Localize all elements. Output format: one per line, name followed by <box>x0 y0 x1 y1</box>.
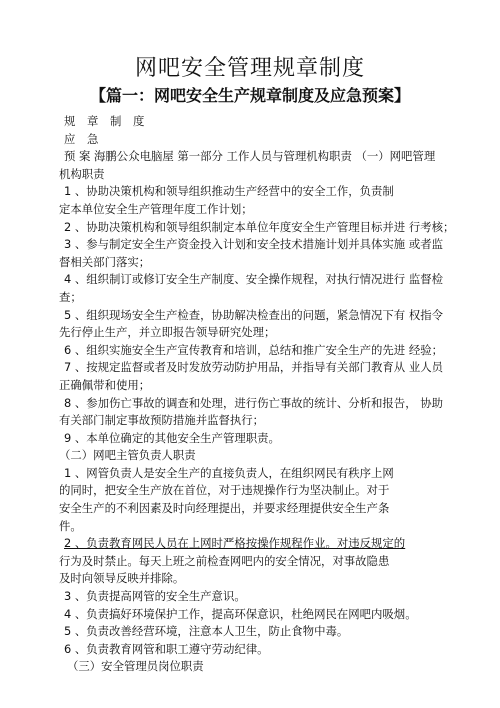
text-line: 3 、负责提高网管的安全生产意识。 <box>64 589 246 604</box>
text-line: 行为及时禁止。每天上班之前检查网吧内的安全情况，对事故隐患 <box>59 553 390 568</box>
text-line: 6 、负责教育网管和职工遵守劳动纪律。 <box>64 641 269 656</box>
text-line: 件。 <box>59 518 82 533</box>
text-line: 有关部门制定事故预防措施并监督执行； <box>59 413 265 428</box>
document-body <box>57 113 455 676</box>
text-line: 规 章 制 度 <box>64 114 149 128</box>
text-line: 督相关部门落实； <box>59 254 151 269</box>
text-line: 应 急 <box>64 131 103 146</box>
text-line: 1 、网管负责人是安全生产的直接负责人，在组织网民有秩序上网 <box>64 465 394 480</box>
text-line: 及时向领导反映并排除。 <box>59 571 185 586</box>
text-line: 8 、参加伤亡事故的调查和处理，进行伤亡事故的统计、分析和报告， 协助 <box>64 395 443 410</box>
text-line: 5 、负责改善经营环境，注意本人卫生，防止食物中毒。 <box>64 624 349 639</box>
document-title: 网吧安全管理规章制度 <box>134 56 365 81</box>
text-line: 正确佩带和使用； <box>59 377 151 392</box>
section-heading: （二）网吧主管负责人职责 <box>59 448 196 463</box>
text-line: 安全生产的不利因素及时向经理提出，并要求经理提供安全生产条 <box>59 501 390 516</box>
text-line: 机构职责 <box>59 166 105 181</box>
text-line: 4 、组织制订或修订安全生产制度、安全操作规程，对执行情况进行 监督检 <box>64 272 443 287</box>
text-line: 2 、负责教育网民人员在上网时严格按操作规程作业。对违反规定的 <box>64 536 406 551</box>
text-line: 预 案 海鹏公众电脑屋 第一部分 工作人员与管理机构职责 （一）网吧管理 <box>64 149 436 164</box>
text-line: 3 、参与制定安全生产资金投入计划和安全技术措施计划并具体实施 或者监 <box>64 237 443 252</box>
text-line: 查； <box>59 289 82 304</box>
document-subtitle: 【篇一：网吧安全生产规章制度及应急预案】 <box>89 86 410 105</box>
text-line: 5 、组织现场安全生产检查，协助解决检查出的问题，紧急情况下有 权指令 <box>64 307 443 322</box>
text-line: 9 、本单位确定的其他安全生产管理职责。 <box>64 430 280 445</box>
text-line: 定本单位安全生产管理年度工作计划； <box>59 201 253 216</box>
text-line: 先行停止生产，并立即报告领导研究处理； <box>59 325 276 340</box>
text-line: 6 、组织实施安全生产宣传教育和培训，总结和推广安全生产的先进 经验； <box>64 342 443 357</box>
section-heading: （三）安全管理员岗位职责 <box>67 659 204 674</box>
text-line: 的同时，把安全生产放在首位，对于违规操作行为坚决制止。对于 <box>59 483 390 498</box>
text-line: 1 、协助决策机构和领导组织推动生产经营中的安全工作，负责制 <box>64 184 394 199</box>
text-line: 4 、负责搞好环境保护工作，提高环保意识，杜绝网民在网吧内吸烟。 <box>64 606 417 621</box>
text-line: 2 、协助决策机构和领导组织制定本单位年度安全生产管理目标并进 行考核； <box>64 219 455 234</box>
text-line: 7 、按规定监督或者及时发放劳动防护用品，并指导有关部门教育从 业人员 <box>64 360 443 375</box>
